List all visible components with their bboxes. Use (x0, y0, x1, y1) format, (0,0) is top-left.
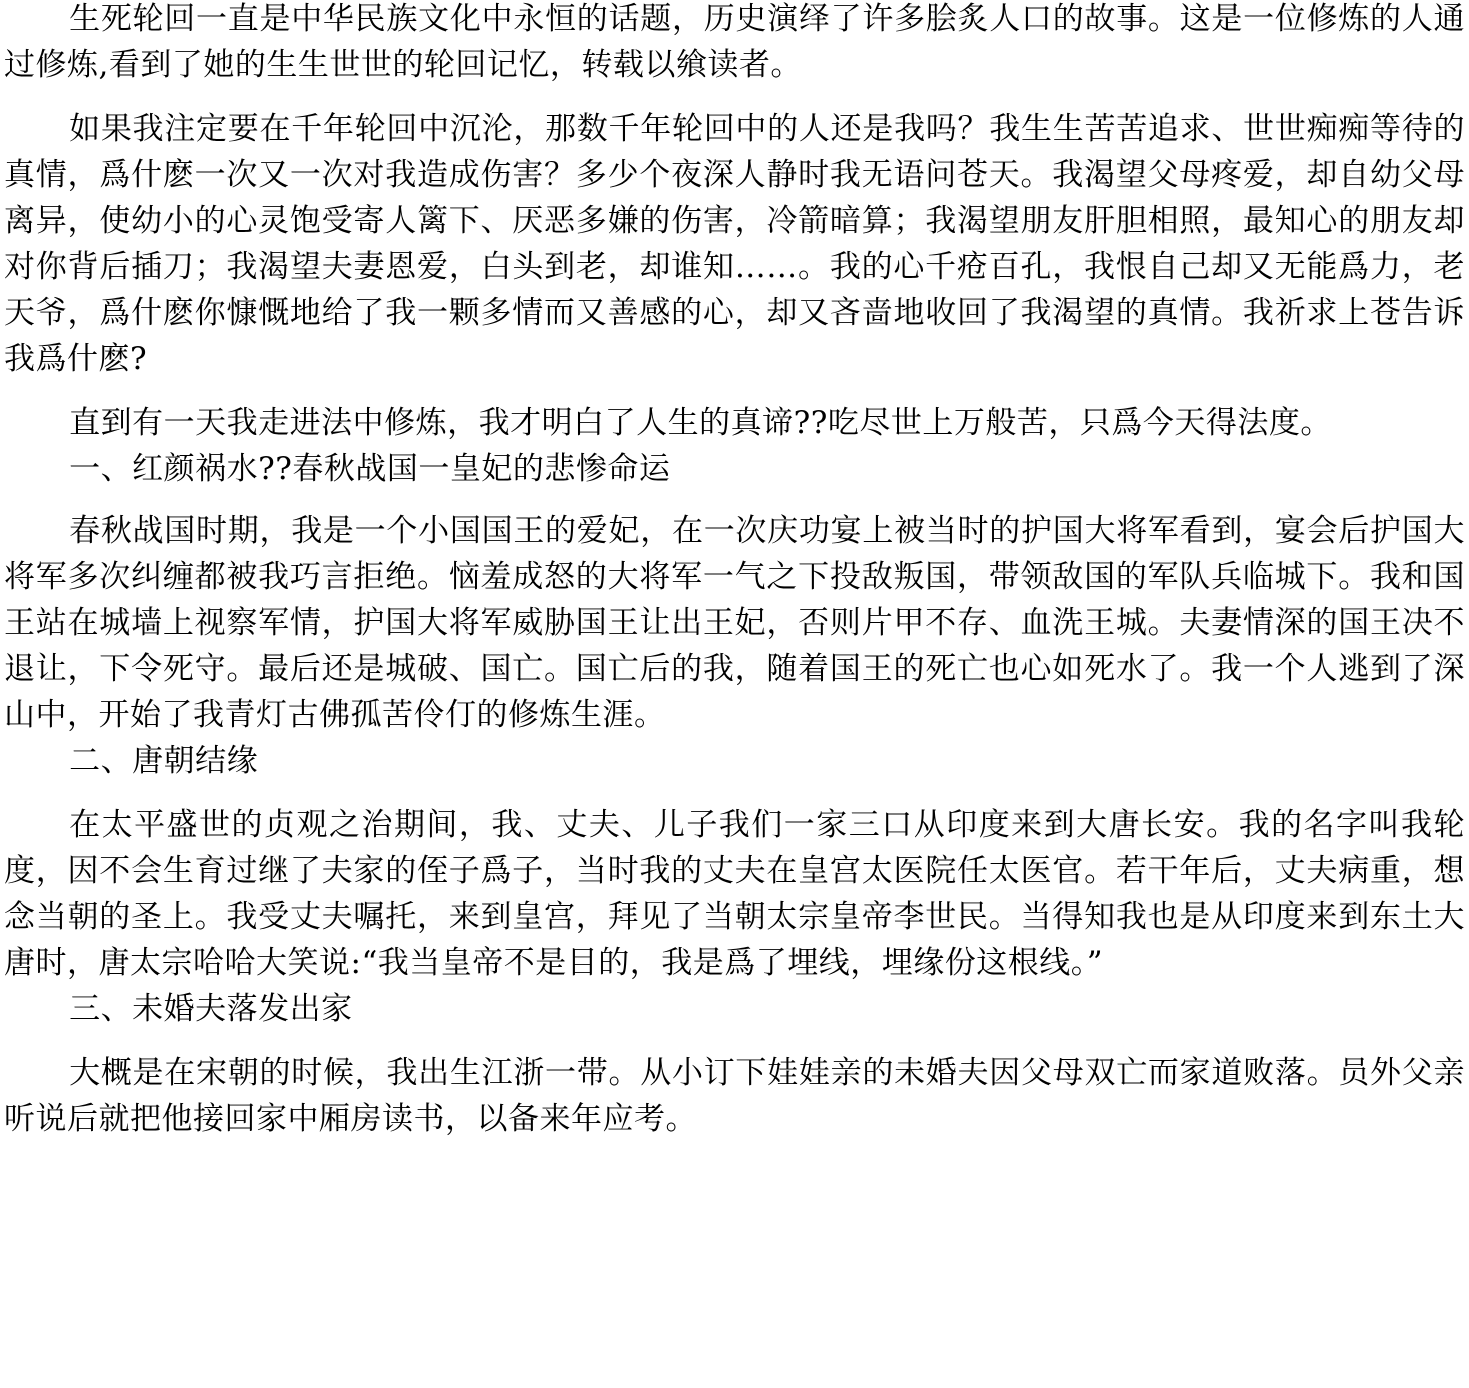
section-2-paragraph: 在太平盛世的贞观之治期间，我、丈夫、儿子我们一家三口从印度来到大唐长安。我的名字叫我轮度，因不会生育过继了夫家的侄子爲子，当时我的丈夫在皇宫太医院任太医官。若干年后，丈夫病重，想念当朝的圣上。我受丈夫嘱托，来到皇宫，拜见了当朝太宗皇帝李世民。当得知我也是从印度来到东土大唐时，唐太宗哈哈大笑说:“我当皇帝不是目的，我是爲了埋线，埋缘份这根线。” (4, 807, 1465, 981)
section-heading-1: 一、红颜祸水??春秋战国一皇妃的悲惨命运 (69, 451, 671, 487)
lament-paragraph: 如果我注定要在千年轮回中沉沦，那数千年轮回中的人还是我吗？我生生苦苦追求、世世痴痴等待的真情，爲什麽一次又一次对我造成伤害？多少个夜深人静时我无语问苍天。我渴望父母疼爱，却自幼父母离异，使幼小的心灵饱受寄人篱下、厌恶多嫌的伤害，冷箭暗算；我渴望朋友肝胆相照，最知心的朋友却对你背后插刀；我渴望夫妻恩爱，白头到老，却谁知……。我的心千疮百孔，我恨自己却又无能爲力，老天爷，爲什麽你慷慨地给了我一颗多情而又善感的心，却又吝啬地收回了我渴望的真情。我祈求上苍告诉我爲什麽? (4, 111, 1465, 377)
section-heading-2: 二、唐朝结缘 (69, 743, 259, 779)
section-3-paragraph: 大概是在宋朝的时候，我出生江浙一带。从小订下娃娃亲的未婚夫因父母双亡而家道败落。员外父亲听说后就把他接回家中厢房读书，以备来年应考。 (4, 1055, 1465, 1137)
realization-paragraph: 直到有一天我走进法中修炼，我才明白了人生的真谛??吃尽世上万般苦，只爲今天得法度。 (69, 405, 1332, 441)
section-1-paragraph: 春秋战国时期，我是一个小国国王的爱妃，在一次庆功宴上被当时的护国大将军看到，宴会后护国大将军多次纠缠都被我巧言拒绝。恼羞成怒的大将军一气之下投敌叛国，带领敌国的军队兵临城下。我和国王站在城墙上视察军情，护国大将军威胁国王让出王妃，否则片甲不存、血洗王城。夫妻情深的国王决不退让，下令死守。最后还是城破、国亡。国亡后的我，随着国王的死亡也心如死水了。我一个人逃到了深山中，开始了我青灯古佛孤苦伶仃的修炼生涯。 (4, 513, 1465, 733)
intro-paragraph: 生死轮回一直是中华民族文化中永恒的话题，历史演绎了许多脍炙人口的故事。这是一位修炼的人通过修炼,看到了她的生生世世的轮回记忆，转载以飨读者。 (4, 1, 1465, 83)
section-heading-3: 三、未婚夫落发出家 (69, 991, 353, 1027)
